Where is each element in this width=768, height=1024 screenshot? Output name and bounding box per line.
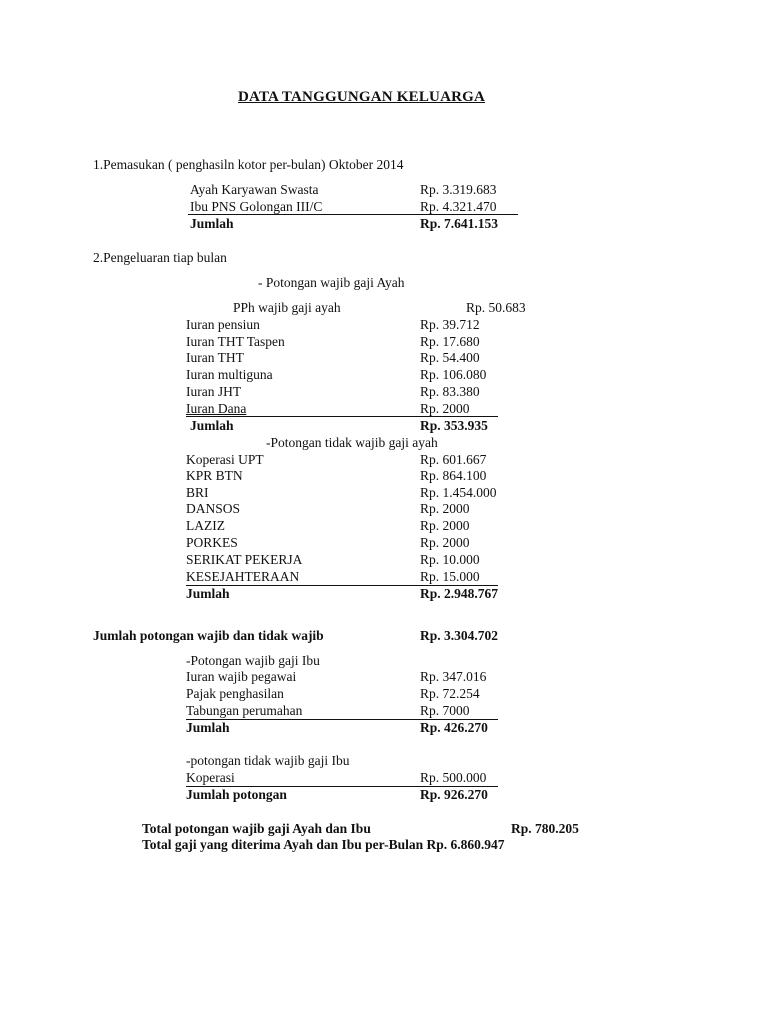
ibu-wajib-row-value: Rp. 347.016 — [420, 669, 487, 684]
ayah-tidak-wajib-row-value: Rp. 15.000 — [420, 569, 480, 584]
ayah-tidak-wajib-heading: -Potongan tidak wajib gaji ayah — [266, 435, 438, 450]
ayah-tidak-wajib-row-value: Rp. 10.000 — [420, 552, 480, 567]
ayah-tidak-wajib-row-value: Rp. 2000 — [420, 518, 470, 533]
ayah-wajib-row-label: Iuran JHT — [186, 384, 242, 399]
ibu-tidak-wajib-heading: -potongan tidak wajib gaji Ibu — [186, 753, 350, 768]
income-row-value: Rp. 3.319.683 — [420, 182, 497, 197]
ayah-wajib-row-label: Iuran THT Taspen — [186, 334, 285, 349]
ayah-wajib-row-label: Iuran THT — [186, 350, 244, 365]
income-row-label: Ibu PNS Golongan III/C — [190, 199, 323, 214]
ayah-tidak-wajib-row-label: BRI — [186, 485, 209, 500]
ibu-wajib-row-label: Iuran wajib pegawai — [186, 669, 297, 684]
expenses-heading: 2.Pengeluaran tiap bulan — [93, 250, 227, 265]
ayah-tidak-wajib-row-value: Rp. 864.100 — [420, 468, 487, 483]
total-potongan-label: Total potongan wajib gaji Ayah dan Ibu — [142, 821, 371, 836]
ayah-tidak-wajib-row-label: Koperasi UPT — [186, 452, 264, 467]
total-gaji-line: Total gaji yang diterima Ayah dan Ibu per-Bulan Rp. 6.860.947 — [142, 837, 505, 852]
ibu-wajib-heading: -Potongan wajib gaji Ibu — [186, 653, 320, 668]
ibu-tidak-wajib-total-label: Jumlah potongan — [186, 787, 287, 802]
ayah-wajib-row-label: PPh wajib gaji ayah — [233, 300, 341, 315]
ayah-tidak-wajib-row-label: PORKES — [186, 535, 238, 550]
ayah-wajib-row-value: Rp. 106.080 — [420, 367, 487, 382]
income-heading: 1.Pemasukan ( penghasiln kotor per-bulan) Oktober 2014 — [93, 157, 404, 172]
income-total-rule — [188, 214, 518, 215]
income-total-label: Jumlah — [190, 216, 234, 231]
income-row-label: Ayah Karyawan Swasta — [190, 182, 319, 197]
ayah-wajib-row-value: Rp. 17.680 — [420, 334, 480, 349]
ayah-tidak-wajib-row-label: KPR BTN — [186, 468, 243, 483]
ibu-tidak-wajib-row-value: Rp. 500.000 — [420, 770, 487, 785]
ayah-tidak-wajib-row-label: DANSOS — [186, 501, 241, 516]
ayah-wajib-total-label: Jumlah — [190, 418, 234, 433]
ayah-tidak-wajib-row-label: SERIKAT PEKERJA — [186, 552, 303, 567]
ayah-combined-value: Rp. 3.304.702 — [420, 628, 499, 643]
ayah-tidak-wajib-row-value: Rp. 601.667 — [420, 452, 487, 467]
ibu-wajib-total-value: Rp. 426.270 — [420, 720, 488, 735]
ayah-tidak-wajib-row-label: LAZIZ — [186, 518, 225, 533]
ayah-wajib-row-label: Iuran multiguna — [186, 367, 273, 382]
ibu-tidak-wajib-row-label: Koperasi — [186, 770, 235, 785]
ibu-wajib-row-value: Rp. 7000 — [420, 703, 470, 718]
ibu-wajib-total-label: Jumlah — [186, 720, 230, 735]
ibu-tidak-wajib-total-value: Rp. 926.270 — [420, 787, 488, 802]
ayah-wajib-row-value: Rp. 83.380 — [420, 384, 480, 399]
page-title: DATA TANGGUNGAN KELUARGA — [238, 89, 486, 105]
ayah-wajib-row-value: Rp. 39.712 — [420, 317, 480, 332]
total-potongan-value: Rp. 780.205 — [511, 821, 579, 836]
ibu-wajib-row-value: Rp. 72.254 — [420, 686, 480, 701]
ayah-tidak-wajib-row-label: KESEJAHTERAAN — [186, 569, 300, 584]
ayah-wajib-total-rule — [186, 416, 498, 417]
ayah-tidak-wajib-row-value: Rp. 1.454.000 — [420, 485, 497, 500]
ayah-tidak-wajib-total-label: Jumlah — [186, 586, 230, 601]
income-row-value: Rp. 4.321.470 — [420, 199, 497, 214]
ayah-wajib-row-value: Rp. 50.683 — [466, 300, 526, 315]
ayah-wajib-row-value: Rp. 54.400 — [420, 350, 480, 365]
income-total-value: Rp. 7.641.153 — [420, 216, 499, 231]
ayah-combined-label: Jumlah potongan wajib dan tidak wajib — [93, 628, 324, 643]
ayah-wajib-row-value: Rp. 2000 — [420, 401, 470, 416]
ayah-wajib-heading: - Potongan wajib gaji Ayah — [258, 275, 405, 290]
ayah-wajib-row-label: Iuran pensiun — [186, 317, 260, 332]
ayah-tidak-wajib-row-value: Rp. 2000 — [420, 535, 470, 550]
ayah-wajib-total-value: Rp. 353.935 — [420, 418, 488, 433]
ibu-wajib-row-label: Tabungan perumahan — [186, 703, 303, 718]
ayah-tidak-wajib-total-value: Rp. 2.948.767 — [420, 586, 499, 601]
ayah-wajib-row-label: Iuran Dana — [186, 401, 247, 416]
ayah-tidak-wajib-row-value: Rp. 2000 — [420, 501, 470, 516]
ibu-wajib-row-label: Pajak penghasilan — [186, 686, 284, 701]
